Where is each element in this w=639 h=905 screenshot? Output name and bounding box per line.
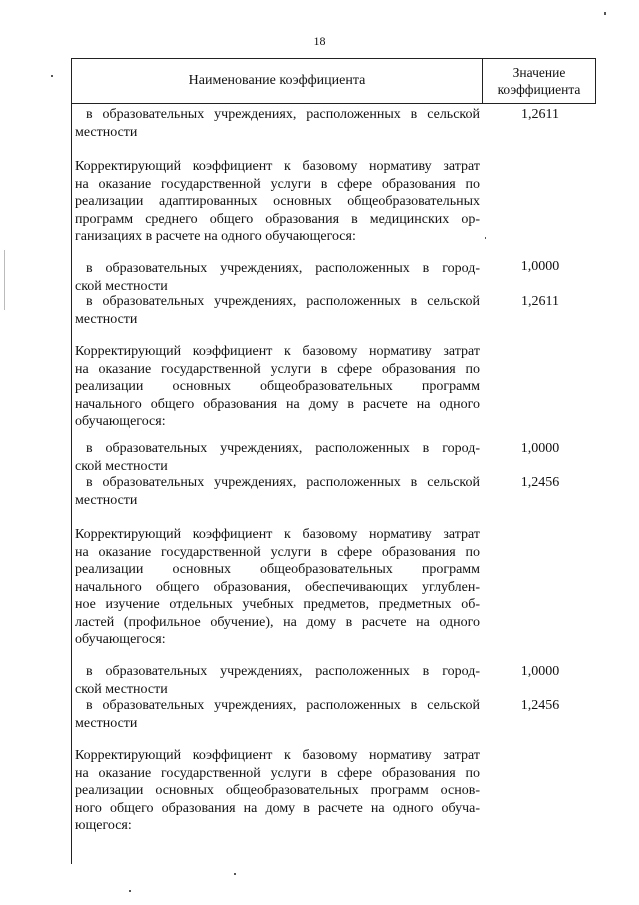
scan-speck (51, 75, 53, 77)
text-line: в образовательных учреждениях, расположенных в город- (86, 664, 480, 679)
text-line: местности (75, 311, 138, 327)
coefficient-item (75, 293, 480, 328)
scan-speck (485, 237, 486, 239)
table-header (71, 58, 596, 104)
coefficient-description (75, 747, 480, 835)
coefficient-value: 1,0000 (520, 259, 560, 274)
text-line: программ среднего общего образования в медицинских ор- (75, 211, 480, 227)
header-value-column (483, 59, 595, 103)
scan-speck (4, 250, 5, 310)
text-line: на оказание государственной услуги в сфере образования по (75, 544, 480, 560)
coefficient-value: 1,0000 (520, 664, 560, 679)
text-line: местности (75, 492, 138, 508)
text-line: в образовательных учреждениях, расположенных в город- (86, 261, 480, 276)
coefficient-item (75, 697, 480, 732)
scan-speck (234, 873, 236, 875)
header-name-column: Наименование коэффициента (188, 73, 366, 88)
text-line: Корректирующий коэффициент к базовому нормативу затрат (75, 159, 480, 174)
coefficient-description (75, 158, 480, 246)
text-line: начального общего образования на дому в расчете на одного (75, 396, 480, 412)
coefficient-item (75, 106, 480, 141)
coefficient-value: 1,2611 (521, 107, 559, 122)
coefficient-value: 1,2456 (520, 475, 560, 490)
text-line: реализации адаптированных основных общеобразовательных (75, 194, 480, 209)
scan-speck (604, 12, 606, 15)
coefficient-item (75, 260, 480, 295)
text-line: ластей (профильное обучение), на дому в расчете на одного (75, 614, 480, 630)
text-line: на оказание государственной услуги в сфере образования по (75, 765, 480, 781)
text-line: местности (75, 715, 138, 731)
text-line: ской местности (75, 681, 168, 697)
coefficient-item (75, 474, 480, 509)
text-line: реализации основных общеобразовательных программ основ- (75, 783, 480, 798)
text-line: в образовательных учреждениях, расположенных в сельской (86, 475, 480, 490)
text-line: ганизациях в расчете на одного обучающегося: (75, 229, 356, 244)
text-line: обучающегося: (75, 632, 166, 647)
text-line: реализации основных общеобразовательных программ (75, 562, 480, 577)
coefficient-description (75, 343, 480, 431)
text-line: в образовательных учреждениях, расположенных в сельской (86, 294, 480, 309)
text-line: ного общего образования на дому в расчете на одного обуча- (75, 800, 480, 816)
coefficient-value: 1,0000 (520, 441, 560, 456)
text-line: Корректирующий коэффициент к базовому нормативу затрат (75, 527, 480, 542)
text-line: местности (75, 124, 138, 140)
table-left-border (71, 104, 72, 864)
header-value-line-2: коэффициента (497, 82, 581, 97)
text-line: на оказание государственной услуги в сфере образования по (75, 361, 480, 377)
page-number: 18 (313, 34, 326, 48)
text-line: в образовательных учреждениях, расположенных в сельской (86, 698, 480, 713)
scan-speck (129, 890, 131, 892)
text-line: ской местности (75, 278, 168, 294)
coefficient-item (75, 440, 480, 475)
text-line: в образовательных учреждениях, расположенных в город- (86, 441, 480, 456)
coefficient-value: 1,2611 (521, 294, 559, 309)
text-line: ющегося: (75, 818, 132, 833)
text-line: ное изучение отдельных учебных предметов, предметных об- (75, 597, 480, 612)
text-line: в образовательных учреждениях, расположенных в сельской (86, 107, 480, 122)
text-line: Корректирующий коэффициент к базовому нормативу затрат (75, 748, 480, 763)
text-line: на оказание государственной услуги в сфере образования по (75, 176, 480, 192)
text-line: реализации основных общеобразовательных программ (75, 379, 480, 394)
text-line: ской местности (75, 458, 168, 474)
text-line: начального общего образования, обеспечивающих углублен- (75, 579, 480, 595)
header-value-line-1: Значение (512, 65, 566, 80)
text-line: Корректирующий коэффициент к базовому нормативу затрат (75, 344, 480, 359)
text-line: обучающегося: (75, 414, 166, 429)
coefficient-value: 1,2456 (520, 698, 560, 713)
coefficient-description (75, 526, 480, 649)
coefficient-item (75, 663, 480, 698)
